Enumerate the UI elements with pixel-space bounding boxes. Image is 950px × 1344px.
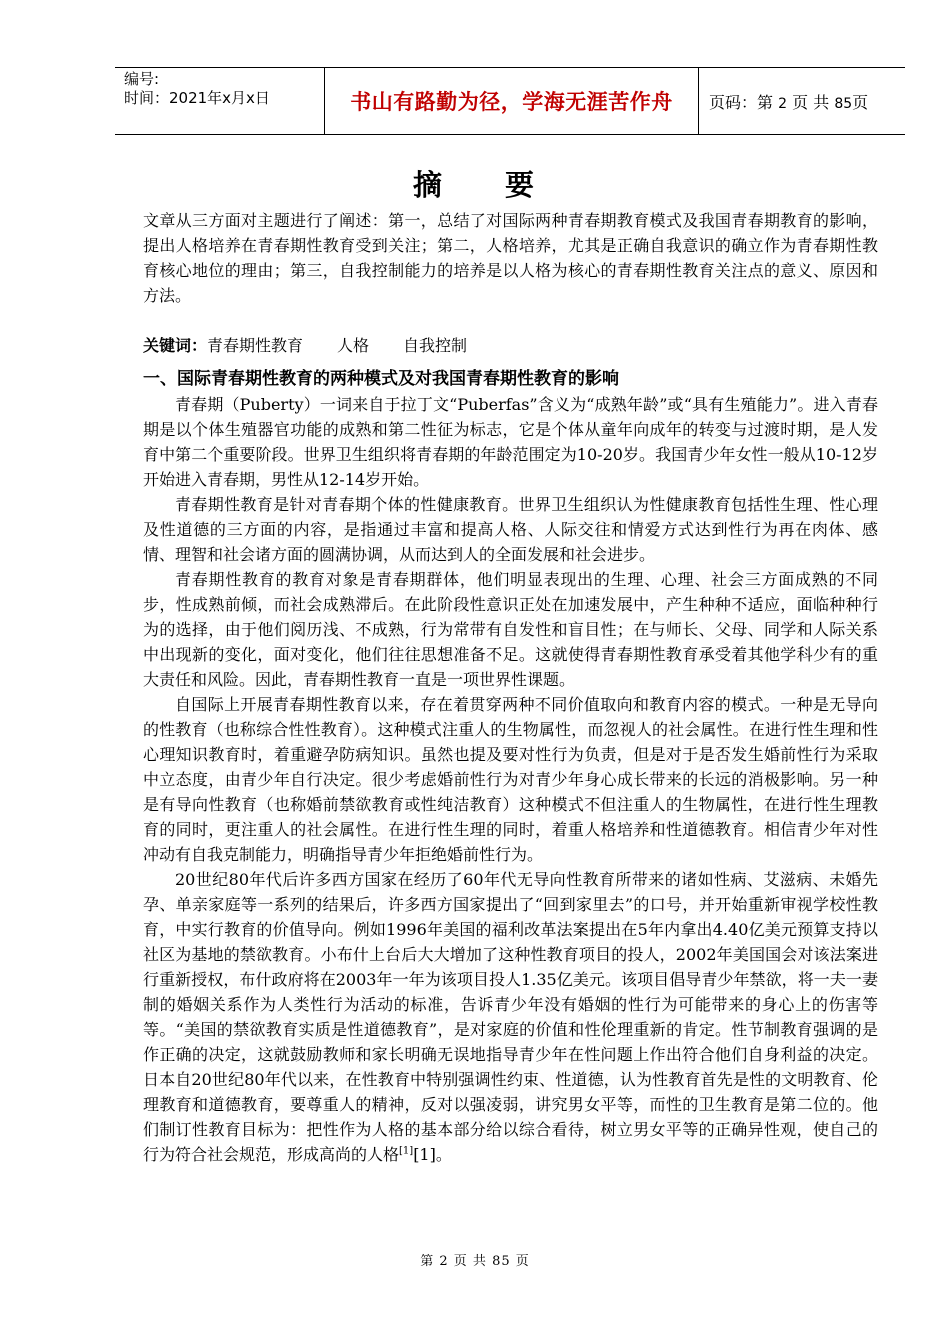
body-paragraph: 青春期性教育的教育对象是青春期群体，他们明显表现出的生理、心理、社会三方面成熟的不同步，性成熟前倾，而社会成熟滞后。在此阶段性意识正处在加速发展中，产生种种不适应，面临种种行为的选择，由于他们阅历浅、不成熟，行为常带有自发性和盲目性；在与师长、父母、同学和人际关系中出现新的变化，面对变化，他们往往思想准备不足。这就使得青春期性教育承受着其他学科少有的重大责任和风险。因此，青春期性教育一直是一项世界性课题。 bbox=[143, 570, 878, 689]
footer-total-pages: 85 bbox=[492, 1254, 511, 1269]
body-paragraph: 自国际上开展青春期性教育以来，存在着贯穿两种不同价值取向和教育内容的模式。一种是无导向的性教育（也称综合性性教育）。这种模式注重人的生物属性，而忽视人的社会属性。在进行性生理和性心理知识教育时，着重避孕防病知识。虽然也提及要对性行为负责，但是对于是否发生婚前性行为采取中立态度，由青少年自行决定。很少考虑婚前性行为对青少年身心成长带来的长远的消极影响。另一种是有导向性教育（也称婚前禁欲教育或性纯洁教育）这种模式不但注重人的生物属性，在进行性生理教育的同时，更注重人的社会属性。在进行性生理的同时，着重人格培养和性道德教育。相信青少年对性冲动有自我克制能力，明确指导青少年拒绝婚前性行为。 bbox=[143, 695, 878, 864]
keywords-label: 关键词： bbox=[143, 336, 208, 355]
body-paragraph: 青春期（Puberty）一词来自于拉丁文“Puberfas”含义为“成熟年龄”或“具有生殖能力”。进入青春期是以个体生殖器官功能的成熟和第二性征为标志，它是个体从童年向成年的转变与过渡时期，是人发育中第二个重要阶段。世界卫生组织将青春期的年龄范围定为10-20岁。我国青少年女性一般从10-12岁开始进入青春期，男性从12-14岁开始。 bbox=[143, 395, 878, 489]
keyword-item: 自我控制 bbox=[403, 336, 468, 355]
header-page-cell bbox=[699, 68, 906, 135]
motto-text: 书山有路勤为径，学海无涯苦作舟 bbox=[350, 90, 673, 114]
citation-superscript: [1] bbox=[399, 1145, 414, 1157]
page-footer: 第 2 页 共 85 页 bbox=[420, 1254, 530, 1269]
footer-current-page: 2 bbox=[439, 1254, 449, 1269]
keyword-item: 人格 bbox=[337, 336, 370, 355]
abstract-paragraph: 文章从三方面对主题进行了阐述：第一，总结了对国际两种青春期教育模式及我国青春期教育的影响，提出人格培养在青春期性教育受到关注；第二，人格培养，尤其是正确自我意识的确立作为青春期性教育核心地位的理由；第三，自我控制能力的培养是以人格为核心的青春期性教育关注点的意义、原因和方法。 bbox=[143, 211, 878, 305]
date-label: 时间：2021年x月x日 bbox=[124, 89, 270, 107]
body-paragraph-text: 20世纪80年代后许多西方国家在经历了60年代无导向性教育所带来的诸如性病、艾滋病、未婚先孕、单亲家庭等一系列的结果后，许多西方国家提出了“回到家里去”的口号，并开始重新审视学校性教育，中实行教育的价值导向。例如1996年美国的福利改革法案提出在5年内拿出4.40亿美元预算支持以社区为基地的禁欲教育。小布什上台后大大增加了这种性教育项目的投人，2002年美国国会对该法案进行重新授权，布什政府将在2003年一年为该项目投人1.35亿美元。该项目倡导青少年禁欲，将一夫一妻制的婚姻关系作为人类性行为活动的标准，告诉青少年没有婚姻的性行为可能带来的身心上的伤害等等。“美国的禁欲教育实质是性道德教育”，是对家庭的价值和性伦理重新的肯定。性节制教育强调的是作正确的决定，这就鼓励教师和家长明确无误地指导青少年在性问题上作出符合他们自身利益的决定。日本自20世纪80年代以来，在性教育中特别强调性约束、性道德，认为性教育首先是性的文明教育、伦理教育和道德教育，要尊重人的精神，反对以强凌弱，讲究男女平等，而性的卫生教育是第二位的。他们制订性教育目标为：把性作为人格的基本部分给以综合看待，树立男女平等的正确异性观，使自己的行为符合社会规范，形成高尚的人格 bbox=[143, 870, 878, 1164]
body-paragraph: 青春期性教育是针对青春期个体的性健康教育。世界卫生组织认为性健康教育包括性生理、性心理及性道德的三方面的内容，是指通过丰富和提高人格、人际交往和情爱方式达到性行为再在肉体、感情、理智和社会诸方面的圆满协调，从而达到人的全面发展和社会进步。 bbox=[143, 495, 878, 564]
keyword-item: 青春期性教育 bbox=[207, 336, 304, 355]
citation-reference: [1]。 bbox=[413, 1145, 452, 1164]
document-body bbox=[143, 208, 878, 1167]
header-page-number: 页码：第 2 页 共 85页 bbox=[709, 92, 869, 112]
page-header bbox=[115, 67, 905, 135]
header-motto-cell bbox=[325, 68, 699, 135]
serial-number-label: 编号: bbox=[124, 70, 160, 88]
header-meta-cell bbox=[115, 68, 325, 135]
keywords-line bbox=[143, 333, 878, 358]
body-paragraph bbox=[143, 867, 878, 1167]
section-heading: 一、国际青春期性教育的两种模式及对我国青春期性教育的影响 bbox=[143, 369, 619, 389]
abstract-title: 摘 要 bbox=[412, 168, 538, 202]
